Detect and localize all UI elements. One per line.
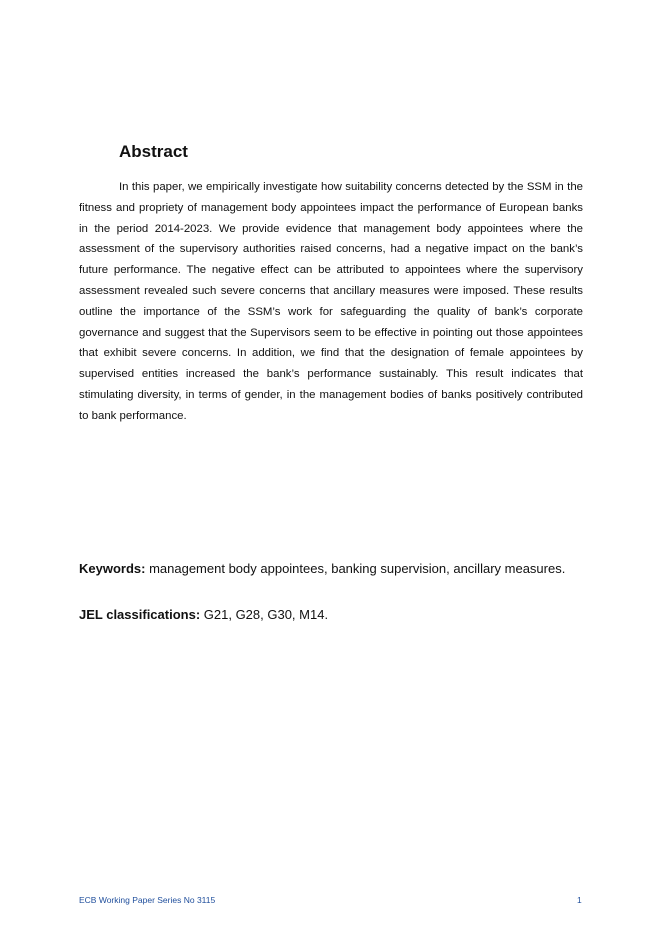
abstract-body: In this paper, we empirically investigate how suitability concerns detected by the SSM in the fitness and propriety of management body appointees impact the performance of European banks in the period 2014-2023. We provide evidence that management body appointees where the assessment of the supervisory authorities raised concerns, had a negative impact on the bank’s future performance. The negative effect can be attributed to appointees where the supervisory assessment revealed such severe concerns that ancillary measures were imposed. These results outline the importance of the SSM’s work for safeguarding the quality of bank’s corporate governance and suggest that the Supervisors seem to be effective in pointing out those appointees that exhibit severe concerns. In addition, we find that the designation of female appointees by supervised entities increased the bank’s performance sustainably. This result indicates that stimulating diversity, in terms of gender, in the management bodies of banks positively contributed to bank performance.	[79, 181, 583, 422]
keywords-label: Keywords:	[79, 561, 146, 576]
keywords-value: management body appointees, banking supervision, ancillary measures.	[145, 561, 566, 576]
keywords-line	[79, 560, 599, 578]
abstract-heading: Abstract	[119, 142, 188, 161]
footer-series: ECB Working Paper Series No 3115	[79, 895, 216, 905]
jel-label: JEL classifications:	[79, 607, 201, 622]
footer-page-number: 1	[577, 895, 582, 905]
jel-value: G21, G28, G30, M14.	[200, 607, 329, 622]
jel-line	[79, 606, 599, 624]
